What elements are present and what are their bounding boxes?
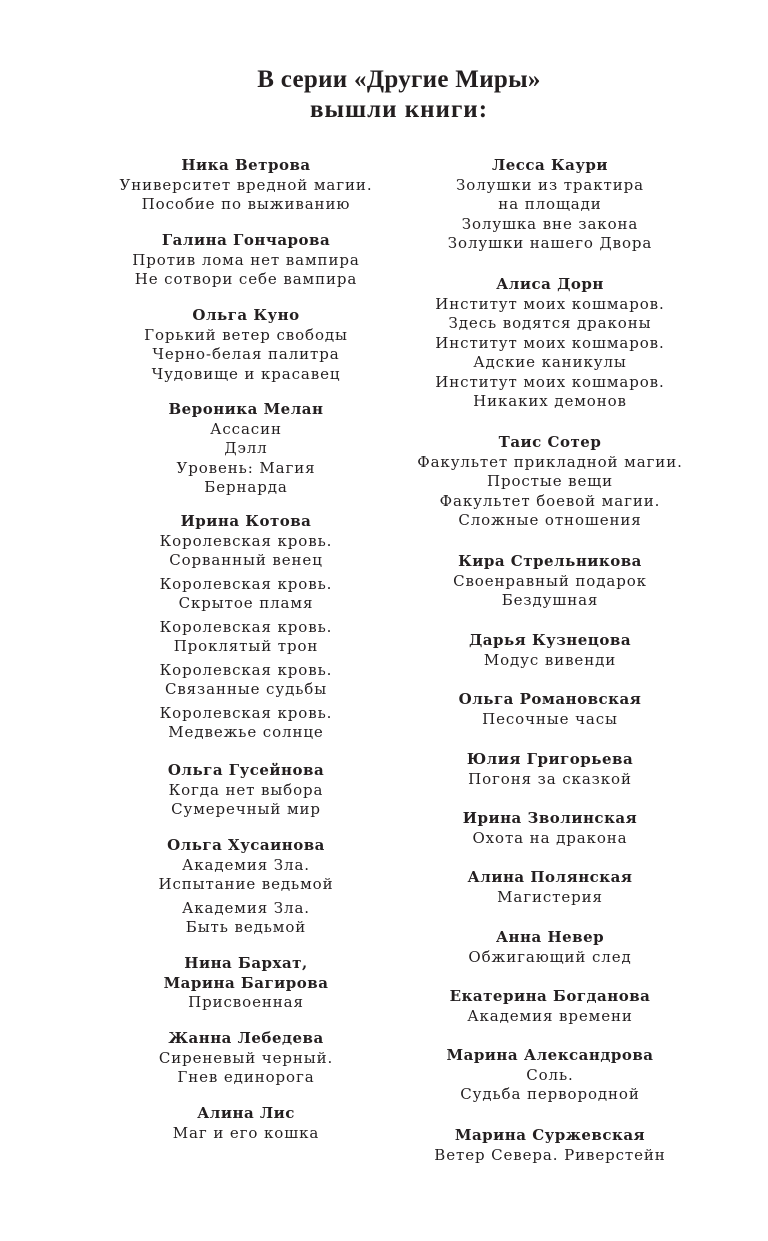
book-title: Королевская кровь.: [159, 574, 333, 593]
book-title: Песочные часы: [482, 709, 618, 728]
book-title: Институт моих кошмаров.: [435, 294, 665, 313]
book-title: Быть ведьмой: [185, 918, 307, 936]
book-entry: [400, 809, 700, 848]
author-name: Марина Суржевская: [454, 1126, 646, 1144]
book-title: Горький ветер свободы: [144, 325, 348, 344]
book-title: Судьба первородной: [460, 1085, 640, 1103]
author-name: Вероника Мелан: [168, 400, 324, 418]
book-title: Уровень: Магия: [176, 458, 316, 477]
author-name: Лесса Каури: [491, 156, 609, 174]
book-title: Присвоенная: [188, 993, 304, 1011]
author-name: Жанна Лебедева: [168, 1029, 324, 1047]
book-title: Академия Зла.: [182, 898, 310, 917]
author-name: Дарья Кузнецова: [468, 631, 632, 649]
book-title: Медвежье солнце: [168, 723, 324, 741]
book-entry: [400, 1046, 700, 1105]
book-entry: [400, 1126, 700, 1165]
book-title: Королевская кровь.: [159, 660, 333, 679]
book-title: Черно-белая палитра: [152, 345, 340, 363]
book-entry: [400, 552, 700, 611]
author-name: Марина Багирова: [163, 973, 329, 992]
author-name: Нина Бархат,: [184, 954, 308, 972]
book-title: Адские каникулы: [473, 353, 627, 371]
book-entry: [400, 631, 700, 670]
book-entry: [400, 433, 700, 531]
book-entry: [96, 306, 396, 384]
book-title: Королевская кровь.: [159, 531, 333, 550]
author-name: Ольга Куно: [192, 306, 300, 324]
book-title: Проклятый трон: [173, 637, 319, 655]
author-name: Анна Невер: [495, 928, 605, 946]
book-title: Институт моих кошмаров.: [435, 333, 665, 352]
author-name: Ника Ветрова: [181, 156, 311, 174]
book-entry: [96, 156, 396, 215]
author-name: Алина Полянская: [467, 868, 633, 886]
book-entry: [400, 156, 700, 254]
book-title: Сорванный венец: [169, 551, 323, 569]
book-title: Пособие по выживанию: [141, 195, 351, 213]
book-title: Сложные отношения: [458, 511, 642, 529]
book-entry: [96, 836, 396, 938]
book-entry: [400, 750, 700, 789]
book-title: Факультет боевой магии.: [439, 491, 661, 510]
author-name: Екатерина Богданова: [449, 987, 651, 1005]
author-name: Ольга Хусаинова: [167, 836, 325, 854]
book-title: Погоня за сказкой: [468, 769, 632, 788]
book-title: Чудовище и красавец: [151, 364, 341, 383]
book-title: Скрытое пламя: [178, 594, 314, 612]
author-name: Алиса Дорн: [496, 275, 604, 293]
book-title: Простые вещи: [486, 472, 614, 490]
author-name: Юлия Григорьева: [466, 750, 634, 768]
book-title: Золушка вне закона: [461, 214, 639, 233]
book-title: Здесь водятся драконы: [448, 314, 652, 332]
author-name: Ольга Гусейнова: [167, 761, 325, 779]
book-title: Золушки из трактира: [456, 175, 644, 194]
book-title: Сиреневый черный.: [158, 1048, 334, 1067]
author-name: Алина Лис: [197, 1104, 295, 1122]
book-title: Гнев единорога: [177, 1068, 315, 1086]
book-entry: [96, 761, 396, 820]
book-title: на площади: [498, 195, 602, 213]
book-title: Соль.: [526, 1065, 574, 1084]
book-title: Модус вивенди: [483, 650, 617, 669]
book-title: Королевская кровь.: [159, 703, 333, 722]
book-entry: [96, 512, 396, 743]
author-name: Ольга Романовская: [458, 690, 642, 708]
book-entry: [400, 275, 700, 412]
series-subtitle: вышли книги:: [309, 96, 489, 123]
book-title: Своенравный подарок: [453, 571, 647, 590]
book-title: Академия Зла.: [182, 855, 310, 874]
book-title: Университет вредной магии.: [119, 175, 373, 194]
book-title: Бернарда: [204, 478, 288, 496]
author-name: Марина Александрова: [446, 1046, 654, 1064]
book-title: Магистерия: [497, 887, 603, 906]
book-title: Не сотвори себе вампира: [134, 270, 358, 288]
book-entry: [400, 987, 700, 1026]
book-title: Институт моих кошмаров.: [435, 372, 665, 391]
book-title: Против лома нет вампира: [132, 250, 360, 269]
book-entry: [96, 1104, 396, 1143]
book-title: Испытание ведьмой: [158, 875, 334, 893]
book-title: Когда нет выбора: [168, 780, 324, 799]
author-name: Таис Сотер: [498, 433, 602, 451]
book-entry: [96, 1029, 396, 1088]
book-title: Ассасин: [210, 419, 282, 438]
book-title: Золушки нашего Двора: [447, 234, 653, 252]
book-entry: [400, 868, 700, 907]
book-entry: [400, 928, 700, 967]
author-name: Галина Гончарова: [161, 231, 331, 249]
author-name: Ирина Котова: [180, 512, 312, 530]
book-title: Академия времени: [467, 1006, 633, 1025]
book-title: Дэлл: [224, 439, 268, 457]
series-title: В серии «Другие Миры»: [257, 66, 541, 93]
book-entry: [96, 231, 396, 290]
book-title: Маг и его кошка: [172, 1123, 320, 1142]
book-title: Факультет прикладной магии.: [417, 452, 683, 471]
book-entry: [96, 400, 396, 498]
book-entry: [96, 954, 396, 1013]
book-title: Обжигающий след: [468, 947, 632, 966]
book-title: Ветер Севера. Риверстейн: [434, 1145, 666, 1164]
author-name: Ирина Зволинская: [462, 809, 638, 827]
book-title: Охота на дракона: [472, 828, 628, 847]
book-title: Бездушная: [501, 591, 599, 609]
book-title: Сумеречный мир: [171, 800, 321, 818]
book-title: Никаких демонов: [473, 392, 627, 410]
book-title: Связанные судьбы: [164, 680, 328, 698]
book-entry: [400, 690, 700, 729]
author-name: Кира Стрельникова: [458, 552, 642, 570]
book-title: Королевская кровь.: [159, 617, 333, 636]
